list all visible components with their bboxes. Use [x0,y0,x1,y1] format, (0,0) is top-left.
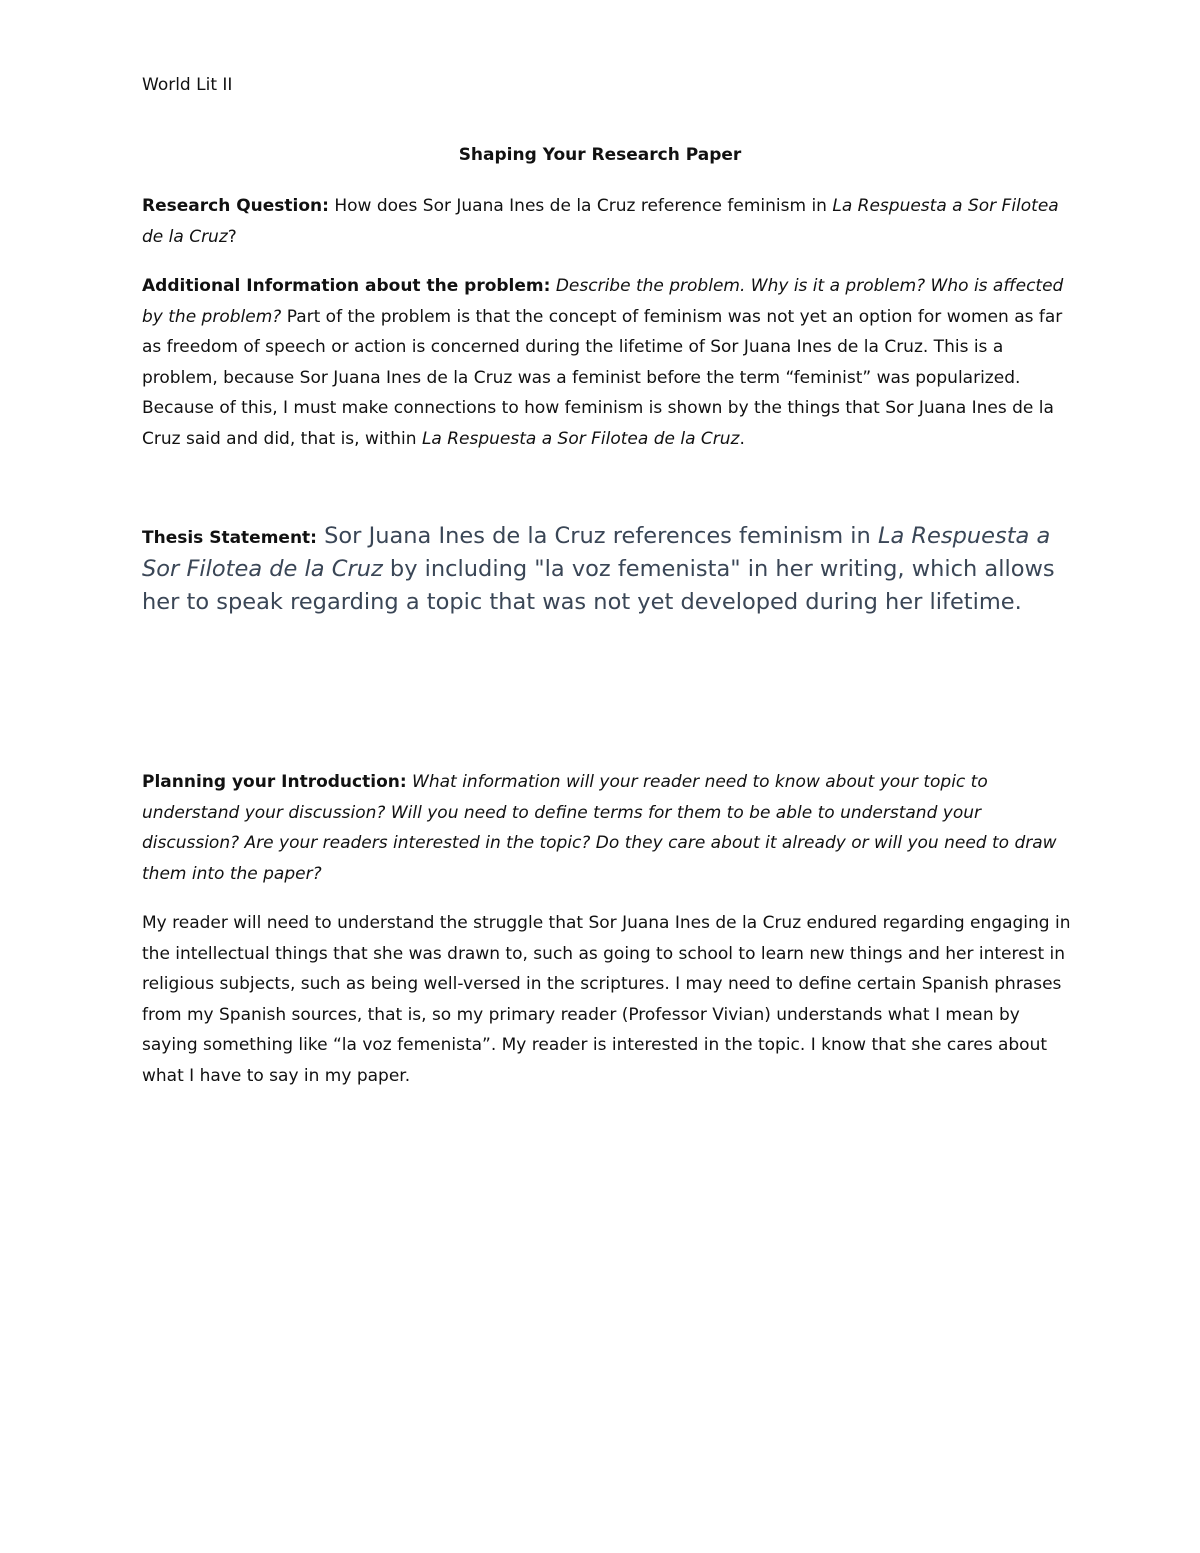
research-question-text: How does Sor Juana Ines de la Cruz reference feminism in [328,196,833,216]
research-question-work-title: La Respuesta a Sor Filotea de la Cruz [142,196,1059,247]
introduction-prompt-paragraph [142,767,1072,889]
thesis-label: Thesis Statement: [142,528,317,548]
research-question-paragraph [142,191,1072,252]
research-question-label: Research Question: [142,196,329,216]
additional-info-label: Additional Information about the problem: [142,276,551,296]
introduction-label: Planning your Introduction: [142,772,407,792]
document-title: Shaping Your Research Paper [458,145,742,165]
additional-info-end: . [739,428,745,449]
additional-info-prompt: Describe the problem. Why is it a problem? Who is affected by the problem? [142,276,1064,327]
thesis-paragraph [142,521,1072,620]
thesis-work-title: La Respuesta a Sor Filotea de la Cruz [142,523,1051,582]
research-question-end: ? [227,226,237,247]
course-header: World Lit II [142,75,233,95]
additional-info-work-title: La Respuesta a Sor Filotea de la Cruz [421,428,740,449]
thesis-text-end: by including "la voz femenista" in her writing, which allows her to speak regarding a topic that was not yet developed during her lifetime. [142,556,1055,615]
additional-info-paragraph [142,271,1072,454]
additional-info-answer: Part of the problem is that the concept of feminism was not yet an option for women as far as freedom of speech or action is concerned during the lifetime of Sor Juana Ines de la Cruz. This is a problem, because Sor Juana Ines de la Cruz was a feminist before the term “feminist” was popularized. Because of this, I must make connections to how feminism is shown by the things that Sor Juana Ines de la Cruz said and did, that is, within [142,306,1063,449]
thesis-text: Sor Juana Ines de la Cruz references feminism in [316,523,878,549]
introduction-answer-paragraph: My reader will need to understand the struggle that Sor Juana Ines de la Cruz endured regarding engaging in the intellectual things that she was drawn to, such as going to school to learn new things and her interest in religious subjects, such as being well-versed in the scriptures. I may need to define certain Spanish phrases from my Spanish sources, that is, so my primary reader (Professor Vivian) understands what I mean by saying something like “la voz femenista”. My reader is interested in the topic. I know that she cares about what I have to say in my paper. [142,913,1071,1086]
introduction-prompt: What information will your reader need to know about your topic to understand your discussion? Will you need to define terms for them to be able to understand your discussion? Are your readers interested in the topic? Do they care about it already or will you need to draw them into the paper? [142,772,1057,884]
